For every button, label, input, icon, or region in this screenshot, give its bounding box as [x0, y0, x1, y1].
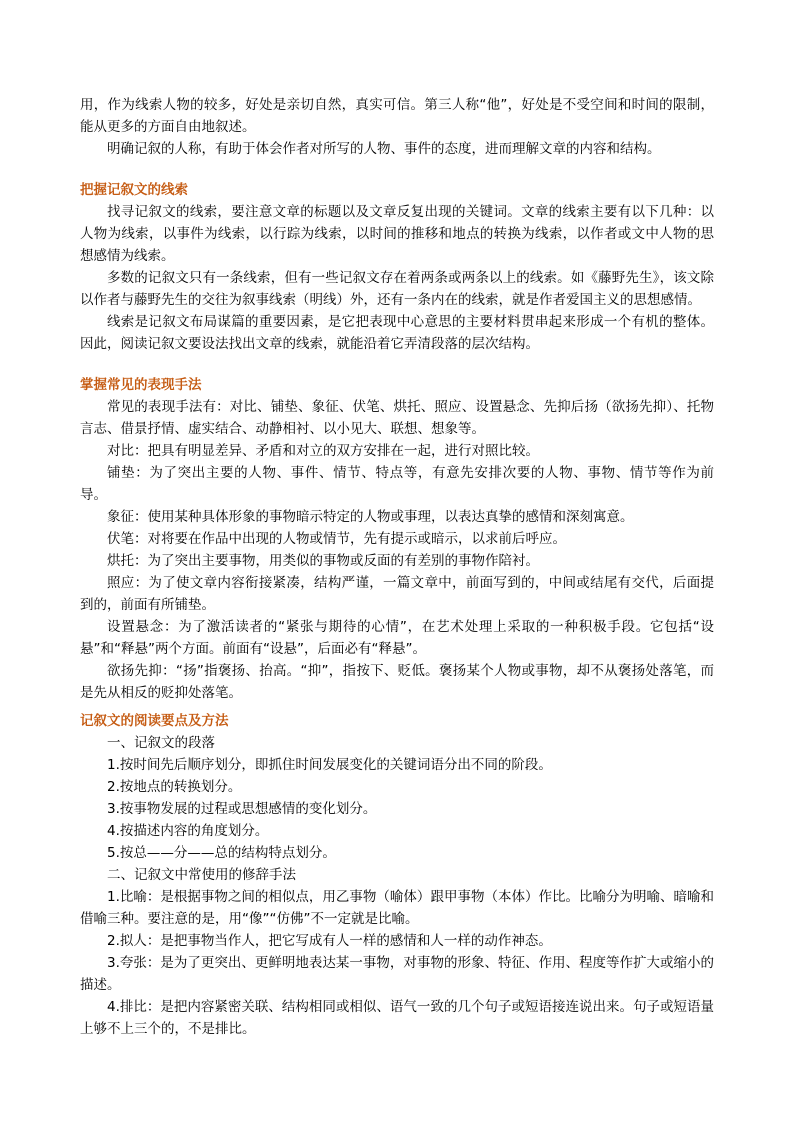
- technique-paragraph: 象征：使用某种具体形象的事物暗示特定的人物或事理，以表达真挚的感情和深刻寓意。: [107, 509, 634, 525]
- clue-paragraph: 找寻记叙文的线索，要注意文章的标题以及文章反复出现的关键词。文章的线索主要有以下几种：以人物为线索，以事件为线索，以行踪为线索，以时间的推移和地点的转换为线索，以作者或文中人物的思想感情为线索。: [80, 204, 714, 264]
- intro-continuation: 用，作为线索人物的较多，好处是亲切自然，真实可信。第三人称“他”，好处是不受空间和时间的限制，能从更多的方面自由地叙述。: [80, 97, 714, 135]
- section-heading-techniques: 掌握常见的表现手法: [80, 377, 202, 393]
- technique-paragraph: 设置悬念：为了激活读者的“紧张与期待的心情”，在艺术处理上采取的一种积极手段。它包括“设悬”和“释悬”两个方面。前面有“设悬”，后面必有“释悬”。: [80, 619, 714, 657]
- reading-paragraph: 2.按地点的转换划分。: [107, 779, 242, 795]
- technique-paragraph: 欲扬先抑：“扬”指褒扬、抬高。“抑”，指按下、贬低。褒扬某个人物或事物，却不从褒扬处落笔，而是先从相反的贬抑处落笔。: [80, 663, 714, 701]
- technique-paragraph: 常见的表现手法有：对比、铺垫、象征、伏笔、烘托、照应、设置悬念、先抑后扬（欲扬先抑）、托物言志、借景抒情、虚实结合、动静相衬、以小见大、联想、想象等。: [80, 399, 714, 437]
- technique-paragraph: 伏笔：对将要在作品中出现的人物或情节，先有提示或暗示，以求前后呼应。: [107, 531, 566, 547]
- technique-paragraph: 对比：把具有明显差异、矛盾和对立的双方安排在一起，进行对照比较。: [107, 443, 539, 459]
- reading-paragraph: 2.拟人：是把事物当作人，把它写成有人一样的感情和人一样的动作神态。: [107, 933, 552, 949]
- reading-paragraph: 1.比喻：是根据事物之间的相似点，用乙事物（喻体）跟甲事物（本体）作比。比喻分为明喻、暗喻和借喻三种。要注意的是，用“像”“仿佛”不一定就是比喻。: [80, 889, 714, 927]
- technique-paragraph: 烘托：为了突出主要事物，用类似的事物或反面的有差别的事物作陪衬。: [107, 553, 539, 569]
- technique-paragraph: 照应：为了使文章内容衔接紧凑，结构严谨，一篇文章中，前面写到的，中间或结尾有交代，后面提到的，前面有所铺垫。: [80, 575, 714, 613]
- reading-paragraph: 一、记叙文的段落: [107, 735, 215, 751]
- reading-paragraph: 3.按事物发展的过程或思想感情的变化划分。: [107, 801, 377, 817]
- reading-paragraph: 4.按描述内容的角度划分。: [107, 823, 269, 839]
- reading-paragraph: 二、记叙文中常使用的修辞手法: [107, 867, 296, 883]
- clue-paragraph: 多数的记叙文只有一条线索，但有一些记叙文存在着两条或两条以上的线索。如《藤野先生》，该文除以作者与藤野先生的交往为叙事线索（明线）外，还有一条内在的线索，就是作者爱国主义的思想感情。: [80, 270, 714, 308]
- section-heading-clue: 把握记叙文的线索: [80, 182, 188, 198]
- clue-paragraph: 线索是记叙文布局谋篇的重要因素，是它把表现中心意思的主要材料贯串起来形成一个有机的整体。因此，阅读记叙文要设法找出文章的线索，就能沿着它弄清段落的层次结构。: [80, 314, 714, 352]
- reading-paragraph: 4.排比：是把内容紧密关联、结构相同或相似、语气一致的几个句子或短语接连说出来。句子或短语量上够不上三个的，不是排比。: [80, 999, 714, 1037]
- reading-paragraph: 5.按总——分——总的结构特点划分。: [107, 845, 336, 861]
- intro-conclusion: 明确记叙的人称，有助于体会作者对所写的人物、事件的态度，进而理解文章的内容和结构。: [107, 141, 661, 157]
- technique-paragraph: 铺垫：为了突出主要的人物、事件、情节、特点等，有意先安排次要的人物、事物、情节等作为前导。: [80, 465, 714, 503]
- section-heading-reading: 记叙文的阅读要点及方法: [80, 713, 229, 729]
- reading-paragraph: 3.夸张：是为了更突出、更鲜明地表达某一事物，对事物的形象、特征、作用、程度等作扩大或缩小的描述。: [80, 955, 714, 993]
- reading-paragraph: 1.按时间先后顺序划分，即抓住时间发展变化的关键词语分出不同的阶段。: [107, 757, 552, 773]
